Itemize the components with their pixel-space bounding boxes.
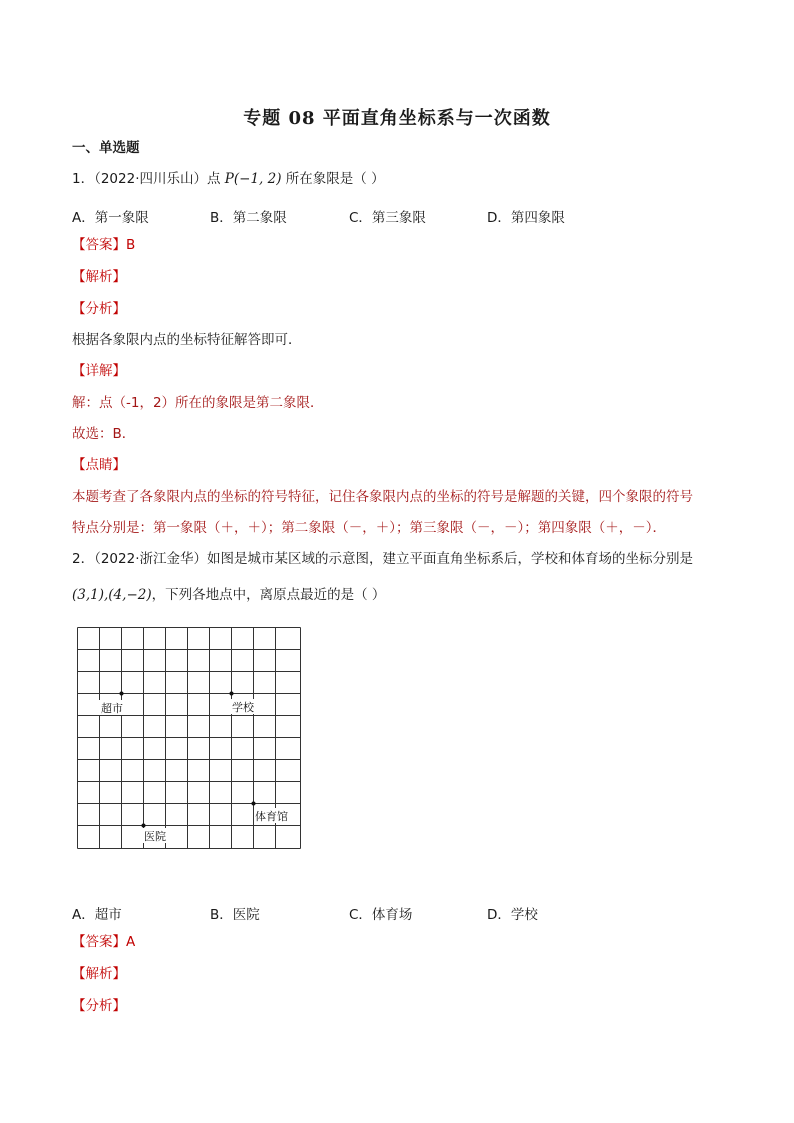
supermarket-point (120, 692, 124, 696)
q1-dianjing-line1: 本题考查了各象限内点的坐标的符号特征，记住各象限内点的坐标的符号是解题的关键，四个象限的符号 (72, 489, 693, 505)
q1-xiangjie-tag: 【详解】 (72, 363, 126, 379)
q1-answer-tag: 【答案】 (72, 237, 126, 253)
q1-option-d: D．第四象限 (487, 210, 565, 226)
q1-guxuan: 故选：B． (72, 426, 136, 442)
q1-option-b: B．第二象限 (210, 210, 287, 226)
q1-point: P(−1, 2) (224, 171, 282, 187)
q1-xiangjie-text: 解：点（-1，2）所在的象限是第二象限． (72, 395, 324, 411)
q1-fenxi-text: 根据各象限内点的坐标特征解答即可． (72, 332, 302, 348)
section-heading: 一、单选题 (72, 140, 140, 156)
q2-fenxi-tag: 【分析】 (72, 998, 126, 1014)
q2-jiexi-tag: 【解析】 (72, 966, 126, 982)
q2-stem-line2-text: ，下列各地点中，离原点最近的是（ ） (151, 587, 386, 603)
school-label: 学校 (232, 701, 254, 714)
q2-answer-value: A (126, 934, 136, 950)
hospital-label: 医院 (144, 830, 166, 843)
q2-stem-line2 (72, 586, 385, 604)
q1-stem (72, 170, 385, 188)
q1-option-c: C．第三象限 (349, 210, 426, 226)
q2-option-a: A．超市 (72, 907, 122, 923)
q2-option-c: C．体育场 (349, 907, 413, 923)
city-map-grid (72, 622, 312, 852)
q1-option-a: A．第一象限 (72, 210, 149, 226)
school-point (230, 692, 234, 696)
q1-answer (72, 236, 135, 254)
q2-stem-line1: 2．（2022·浙江金华）如图是城市某区域的示意图，建立平面直角坐标系后，学校和体育场的坐标分别是 (72, 551, 693, 567)
q1-jiexi-tag: 【解析】 (72, 269, 126, 285)
gym-point (252, 802, 256, 806)
page-title: 专题 08 平面直角坐标系与一次函数 (243, 108, 551, 129)
q1-fenxi-tag: 【分析】 (72, 301, 126, 317)
hospital-point (142, 824, 146, 828)
q1-answer-value: B (126, 237, 136, 253)
supermarket-label: 超市 (101, 702, 123, 715)
q1-stem-suffix: 所在象限是（ ） (285, 171, 385, 187)
q1-dianjing-tag: 【点睛】 (72, 457, 126, 473)
q1-stem-prefix: 1．（2022·四川乐山）点 (72, 171, 221, 187)
q2-answer-tag: 【答案】 (72, 934, 126, 950)
gym-label: 体育馆 (255, 810, 288, 823)
q2-coords: (3,1),(4,−2) (72, 587, 152, 603)
q2-option-d: D．学校 (487, 907, 538, 923)
q2-answer (72, 933, 135, 951)
q1-dianjing-line2: 特点分别是：第一象限（＋，＋）；第二象限（－，＋）；第三象限（－，－）；第四象限（＋，－）． (72, 520, 666, 536)
q2-option-b: B．医院 (210, 907, 260, 923)
